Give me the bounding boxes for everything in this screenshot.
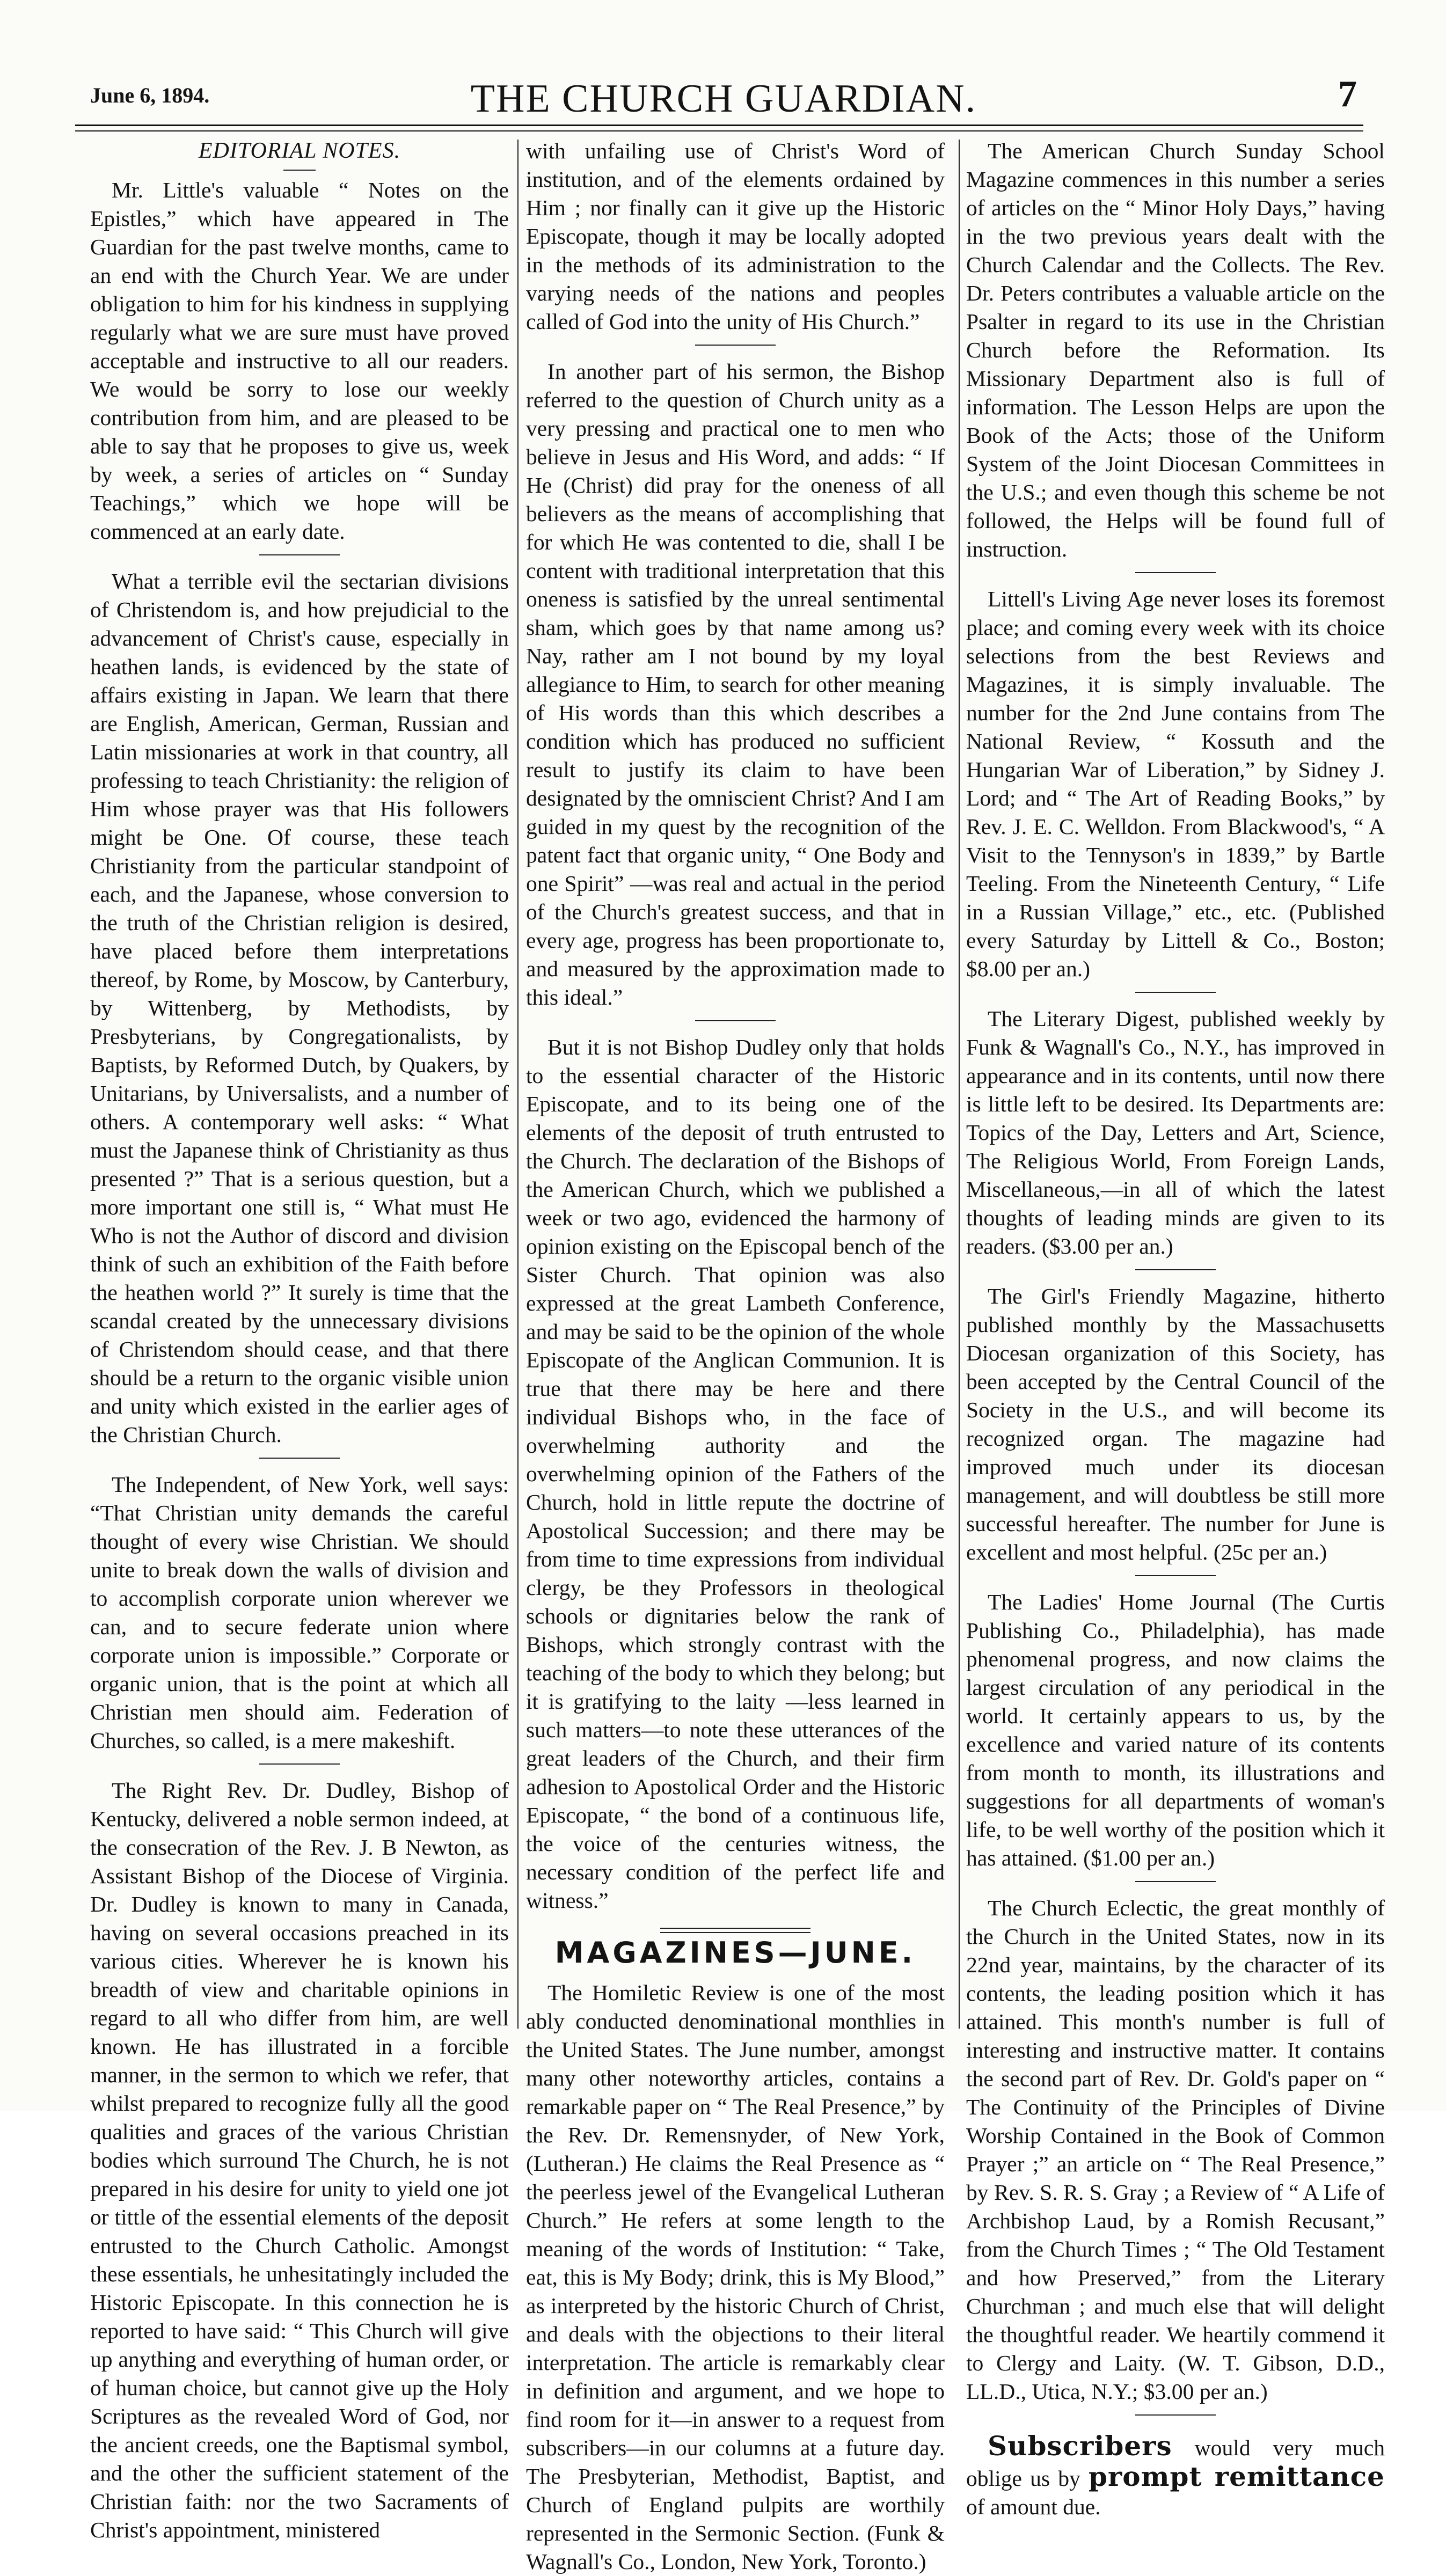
section-separator	[1135, 572, 1216, 573]
section-separator	[259, 554, 340, 555]
masthead-rule	[75, 125, 1363, 131]
page-number: 7	[1338, 74, 1357, 115]
magazine-review: The Girl's Friendly Magazine, hitherto published monthly by the Massachusetts Diocesan organization of this Society, has been accepted by the Central Council of the Society in the U.S., and will become its recognized organ. The magazine had improved much under its diocesan management, and will doubtless be still more successful hereafter. The number for June is excellent and most helpful. (25c per an.)	[966, 1284, 1385, 1564]
newspaper-title: THE CHURCH GUARDIAN.	[470, 77, 977, 121]
editorial-heading: EDITORIAL NOTES.	[198, 138, 401, 163]
magazine-review: The Ladies' Home Journal (The Curtis Publishing Co., Philadelphia), has made phenomenal progress, and now claims the largest circulation of any periodical in the world. It certainly appears to us, by the excellence and varied nature of its contents from month to month, its illustrations and suggestions for all departments of woman's life, to be well worthy of the position which it has attained. ($1.00 per an.)	[966, 1590, 1385, 1870]
section-double-rule	[660, 1928, 810, 1933]
masthead	[90, 74, 1357, 123]
editorial-paragraph: What a terrible evil the sectarian divisions of Christendom is, and how prejudicial to the advancement of Christ's cause, especially in heathen lands, is evidenced by the state of affairs existing in Japan. We learn that there are English, American, German, Russian and Latin missionaries at work in that country, all professing to teach Christianity: the religion of Him whose prayer was that His followers might be One. Of course, these teach Christianity from the particular standpoint of each, and the Japanese, whose conversion to the truth of the Christian religion is desired, have placed before them interpretations thereof, by Rome, by Moscow, by Canterbury, by Wittenberg, by Methodists, by Presbyterians, by Congregationalists, by Baptists, by Reformed Dutch, by Quakers, by Unitarians, by Universalists, and a number of others. A contemporary well asks: “ What must the Japanese think of Christianity as thus presented ?” That is a serious question, but a more important one still is, “ What must He Who is not the Author of discord and division think of such an exhibition of the Faith before the heathen world ?” It surely is time that the scandal created by the unnecessary divisions of Christendom should cease, and that there should be a return to the organic visible union and unity which existed in the earlier ages of the Christian Church.	[90, 569, 509, 1447]
section-separator	[259, 1763, 340, 1765]
heading-rule	[283, 170, 316, 171]
column-three	[966, 137, 1385, 2519]
section-separator	[1135, 1269, 1216, 1270]
section-separator	[1135, 1575, 1216, 1576]
editorial-paragraph: with unfailing use of Christ's Word of institution, and of the elements ordained by Him ; nor finally can it give up the Historic Episcopate, though it may be locally adopted in the methods of its administration to the varying needs of the nations and peoples called of God into the unity of His Church.”	[526, 138, 945, 334]
section-separator	[1135, 2414, 1216, 2416]
magazine-review: The Church Eclectic, the great monthly of the Church in the United States, now in its 22nd year, maintains, by the character of its contents, the leading position which it has attained. This month's number is full of interesting and instructive matter. It contains the second part of Rev. Dr. Gold's paper on “ The Continuity of the Principles of Divine Worship Contained in the Book of Common Prayer ;” an article on “ The Real Presence,” by Rev. S. R. S. Gray ; a Review of “ A Life of Archbishop Laud, by a Romish Recusant,” from the Church Times ; “ The Old Testament and how Preserved,” from the Literary Churchman ; and much else that will delight the thoughtful reader. We heartily commend it to Clergy and Laity. (W. T. Gibson, D.D., LL.D., Utica, N.Y.; $3.00 per an.)	[966, 1896, 1385, 2404]
section-separator	[259, 1458, 340, 1459]
editorial-paragraph: In another part of his sermon, the Bishop referred to the question of Church unity as a very pressing and practical one to men who believe in Jesus and His Word, and adds: “ If He (Christ) did pray for the oneness of all believers as the means of accomplishing that for which He was contented to die, shall I be content with traditional interpretation that this oneness is satisfied by the unreal sentimental sham, which goes by that name among us? Nay, rather am I not bound by my loyal allegiance to Him, to search for other meaning of His words than this which describes a condition which has produced no sufficient result to justify its claim to have been designated by the omniscient Christ? And I am guided in my quest by the recognition of the patent fact that organic unity, “ One Body and one Spirit” —was real and actual in the period of the Church's greatest success, and that in every age, progress has been proportionate to, and measured by the approximation made to this ideal.”	[526, 359, 945, 1009]
section-separator	[1135, 992, 1216, 993]
editorial-paragraph: The Right Rev. Dr. Dudley, Bishop of Kentucky, delivered a noble sermon indeed, at the consecration of the Rev. J. B Newton, as Assistant Bishop of the Diocese of Virginia. Dr. Dudley is known to many in Canada, having on several occasions preached in its various cities. Wherever he is known his breadth of view and charitable opinions in regard to all who differ from him, are well known. He has illustrated in a forcible manner, in the sermon to which we refer, that whilst prepared to recognize fully all the good qualities and graces of the various Christian bodies which surround The Church, he is not prepared in his desire for unity to yield one jot or tittle of the essential elements of the deposit entrusted to the Church Catholic. Amongst these essentials, he unhesitatingly included the Historic Episcopate. In this connection he is reported to have said: “ This Church will give up anything and everything of human order, or of human choice, but cannot give up the Holy Scriptures as the revealed Word of God, nor the ancient creeds, one the Baptismal symbol, and the other the sufficient statement of the Christian faith: nor the two Sacraments of Christ's appointment, ministered	[90, 1778, 509, 2542]
column-rule	[517, 140, 518, 2029]
editorial-paragraph: Mr. Little's valuable “ Notes on the Epistles,” which have appeared in The Guardian for the past twelve months, came to an end with the Church Year. We are under obligation to him for his kindness in supplying regularly what we are sure must have proved acceptable and instructive to all our readers. We would be sorry to lose our weekly contribution from him, and are pleased to be able to say that he proposes to give us, week by week, a series of articles on “ Sunday Teachings,” which we hope will be commenced at an early date.	[90, 178, 509, 544]
magazines-heading: MAGAZINES—JUNE.	[554, 1936, 916, 1970]
magazine-review: Littell's Living Age never loses its foremost place; and coming every week with its choice selections from the best Reviews and Magazines, it is simply invaluable. The number for the 2nd June contains from The National Review, “ Kossuth and the Hungarian War of Liberation,” by Sidney J. Lord; and “ The Art of Reading Books,” by Rev. J. E. C. Welldon. From Blackwood's, “ A Visit to the Tennyson's in 1839,” by Bartle Teeling. From the Nineteenth Century, “ Life in a Russian Village,” etc., etc. (Published every Saturday by Littell & Co., Boston; $8.00 per an.)	[966, 587, 1385, 981]
issue-date: June 6, 1894.	[90, 83, 210, 107]
subscribers-notice	[966, 2432, 1385, 2521]
subscribers-word: Subscribers	[988, 2430, 1172, 2462]
section-separator	[695, 1020, 776, 1021]
editorial-paragraph: The Independent, of New York, well says: “That Christian unity demands the careful thought of every wise Christian. We should unite to break down the walls of division and to accomplish corporate union wherever we can, and to secure federate union where corporate union is impossible.” Corporate or organic union, that is the point at which all Christian men should aim. Federation of Churches, so called, is a mere makeshift.	[90, 1472, 509, 1753]
prompt-remittance-text: prompt remittance	[1088, 2461, 1385, 2492]
notice-text-end: of amount due.	[966, 2494, 1101, 2519]
column-two	[526, 137, 945, 2574]
section-separator	[1135, 1881, 1216, 1882]
notice-text: would very much oblige us by	[966, 2435, 1385, 2491]
editorial-paragraph: But it is not Bishop Dudley only that holds to the essential character of the Historic Episcopate, and to its being one of the elements of the deposit of truth entrusted to the Church. The declaration of the Bishops of the American Church, which we published a week or two ago, evidenced the harmony of opinion existing on the Episcopal bench of the Sister Church. That opinion was also expressed at the great Lambeth Conference, and may be said to be the opinion of the whole Episcopate of the Anglican Communion. It is true that there may be here and there individual Bishops who, in the face of overwhelming authority and the overwhelming opinion of the Fathers of the Church, hold in little repute the doctrine of Apostolical Succession; and there may be from time to time expressions from individual clergy, be they Professors in theological schools or dignitaries below the rank of Bishops, which strongly contrast with the teaching of the body to which they belong; but it is gratifying to the laity —less learned in such matters—to note these utterances of the great leaders of the Church, and their firm adhesion to Apostolical Order and the Historic Episcopate, “ the bond of a continuous life, the voice of the centuries witness, the necessary condition of the perfect life and witness.”	[526, 1035, 945, 1913]
section-separator	[695, 345, 776, 346]
magazine-review: The Literary Digest, published weekly by Funk & Wagnall's Co., N.Y., has improved in appearance and in its contents, until now there is little left to be desired. Its Departments are: Topics of the Day, Letters and Art, Science, The Religious World, From Foreign Lands, Miscellaneous,—in all of which the latest thoughts of leading minds are given to its readers. ($3.00 per an.)	[966, 1006, 1385, 1258]
column-one	[90, 137, 509, 2542]
magazine-review: The American Church Sunday School Magazine commences in this number a series of articles on the “ Minor Holy Days,” having in the two previous years dealt with the Church Calendar and the Collects. The Rev. Dr. Peters contributes a valuable article on the Psalter in regard to its use in the Christian Church before the Reformation. Its Missionary Department also is full of information. The Lesson Helps are upon the Book of the Acts; those of the Uniform System of the Joint Diocesan Committees in the U.S.; and even though this scheme be not followed, the Helps will be found full of instruction.	[966, 138, 1385, 561]
magazine-review: The Homiletic Review is one of the most ably conducted denominational monthlies in the United States. The June number, amongst many other noteworthy articles, contains a remarkable paper on “ The Real Presence,” by the Rev. Dr. Remensnyder, of New York, (Lutheran.) He claims the Real Presence as “ the peerless jewel of the Evangelical Lutheran Church.” He refers at some length to the meaning of the words of Institution: “ Take, eat, this is My Body; drink, this is My Blood,” as interpreted by the historic Church of Christ, and deals with the objections to their literal interpretation. The article is remarkably clear in definition and argument, and we hope to find room for it—in answer to a request from subscribers—in our columns at a future day. The Presbyterian, Methodist, Baptist, and Church of England pulpits are worthily represented in the Sermonic Section. (Funk & Wagnall's Co., London, New York, Toronto.)	[526, 1980, 945, 2574]
column-rule	[959, 140, 960, 2029]
